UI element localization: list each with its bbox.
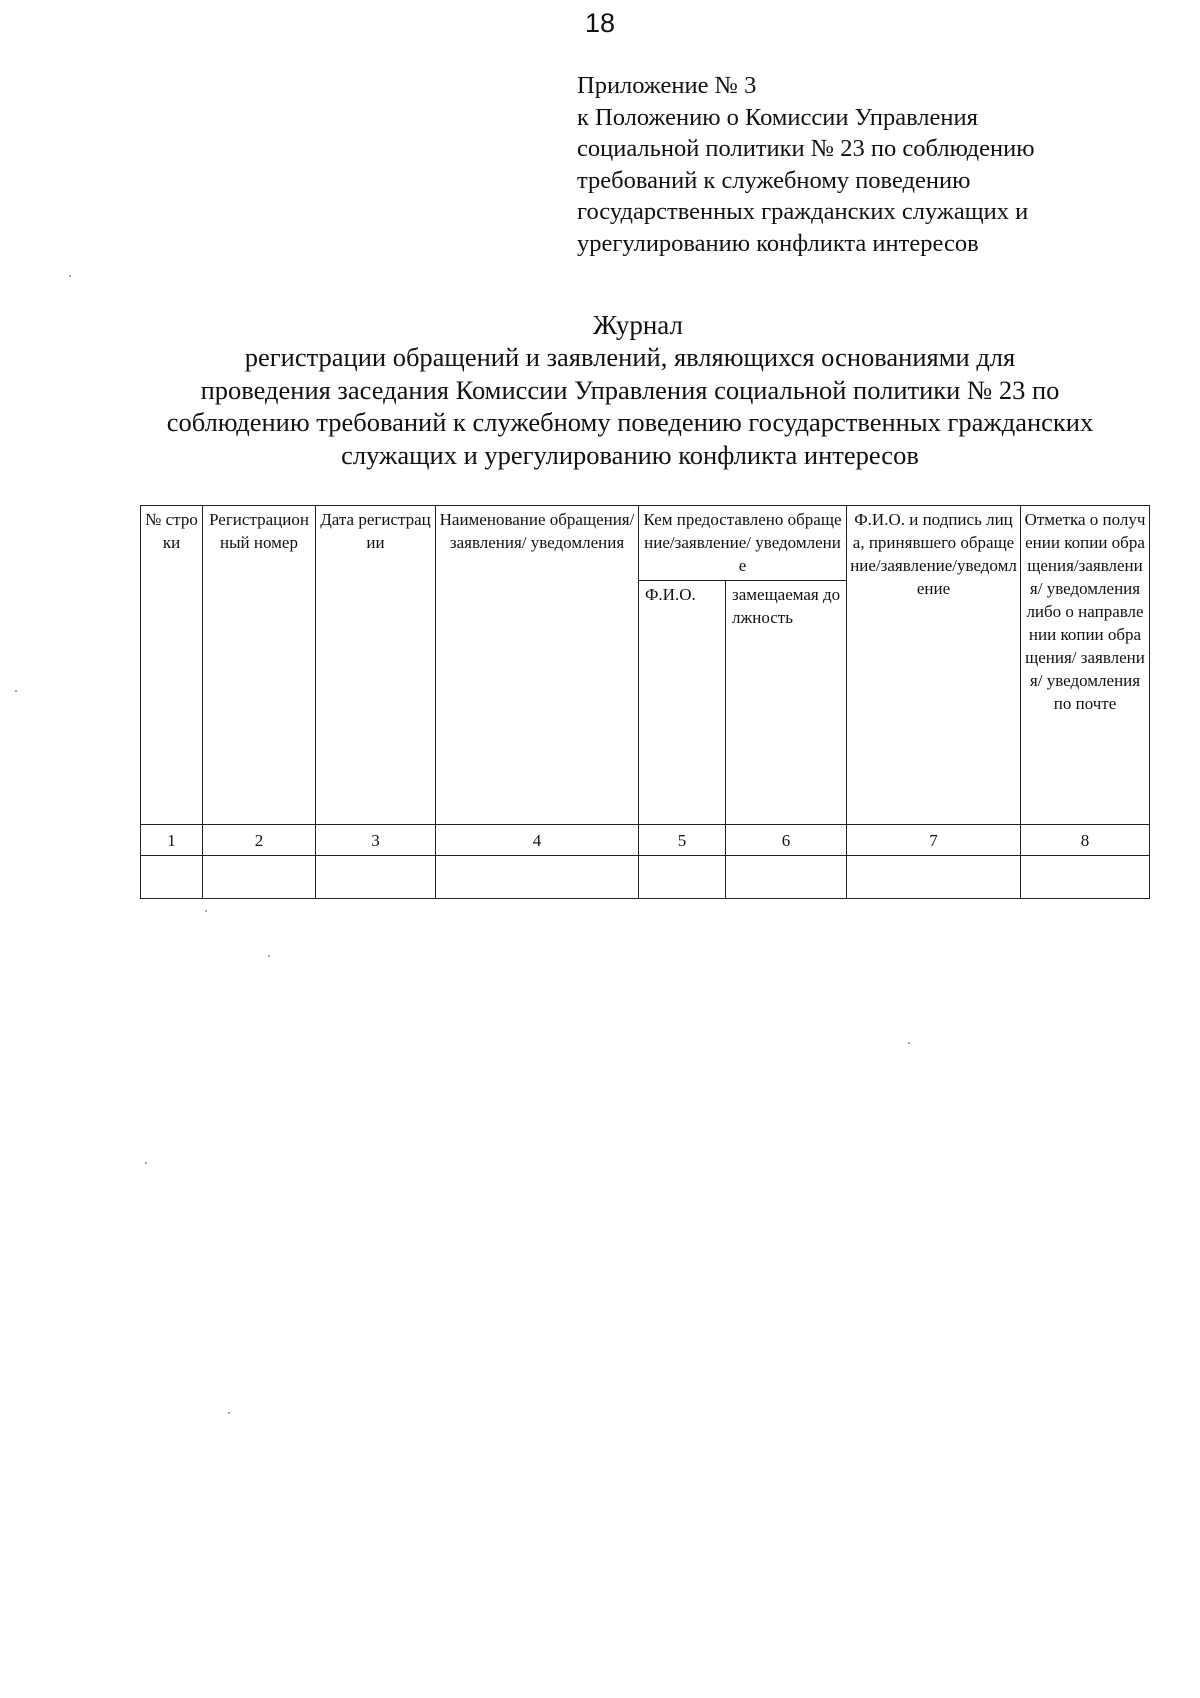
appendix-line: Приложение № 3: [577, 72, 757, 99]
scan-speck: [15, 690, 17, 692]
journal-title: Журнал: [592, 310, 684, 340]
header-submitted-by: Кем предоставлено обращение/заявление/ уведомление: [639, 506, 847, 581]
table-cell: [847, 856, 1021, 899]
journal-subtitle-line: проведения заседания Комиссии Управления социальной политики № 23 по: [200, 374, 1060, 405]
journal-subtitle: [120, 341, 1140, 471]
header-receiver: Ф.И.О. и подпись лица, принявшего обращение/заявление/уведомление: [847, 506, 1021, 825]
appendix-line: требований к служебному поведению: [577, 166, 971, 194]
scan-speck: [908, 1042, 910, 1044]
scan-speck: [205, 910, 207, 912]
appendix-line: государственных гражданских служащих и: [577, 198, 1029, 225]
header-full-name: Ф.И.О.: [639, 581, 726, 825]
page-number: 18: [585, 8, 616, 38]
appendix-line: к Положению о Комиссии Управления: [577, 103, 978, 131]
table-cell: [1021, 856, 1150, 899]
table-cell: [726, 856, 847, 899]
header-registration-number: Регистрационный номер: [203, 506, 316, 825]
header-registration-date: Дата регистрации: [316, 506, 436, 825]
column-number-row: [141, 825, 1150, 856]
column-number: 8: [1021, 825, 1150, 856]
table-cell: [203, 856, 316, 899]
column-number: 5: [639, 825, 726, 856]
table-cell: [639, 856, 726, 899]
column-number: 1: [141, 825, 203, 856]
scan-speck: [268, 955, 270, 957]
appendix-note: [577, 70, 1137, 259]
table-cell: [316, 856, 436, 899]
journal-subtitle-line: регистрации обращений и заявлений, являющихся основаниями для: [244, 342, 1016, 372]
header-request-name: Наименование обращения/заявления/ уведомления: [436, 506, 639, 825]
table-cell: [436, 856, 639, 899]
appendix-line: социальной политики № 23 по соблюдению: [577, 135, 1035, 162]
column-number: 6: [726, 825, 847, 856]
header-copy-mark: Отметка о получении копии обращения/заявления/ уведомления либо о направлении копии обращения/ заявления/ уведомления по почте: [1021, 506, 1150, 825]
registration-journal-table: [140, 505, 1150, 899]
header-row-number: № строки: [141, 506, 203, 825]
column-number: 3: [316, 825, 436, 856]
column-number: 7: [847, 825, 1021, 856]
table-cell: [141, 856, 203, 899]
header-position: замещаемая должность: [726, 581, 847, 825]
journal-subtitle-line: служащих и урегулированию конфликта интересов: [341, 439, 919, 470]
table-row: [141, 856, 1150, 899]
table-header-row: [141, 506, 1150, 581]
scan-speck: [145, 1162, 147, 1164]
journal-subtitle-line: соблюдению требований к служебному поведению государственных гражданских: [166, 407, 1094, 437]
scan-speck: [228, 1412, 230, 1414]
column-number: 2: [203, 825, 316, 856]
column-number: 4: [436, 825, 639, 856]
scan-speck: [69, 275, 71, 277]
appendix-line: урегулированию конфликта интересов: [577, 229, 979, 257]
